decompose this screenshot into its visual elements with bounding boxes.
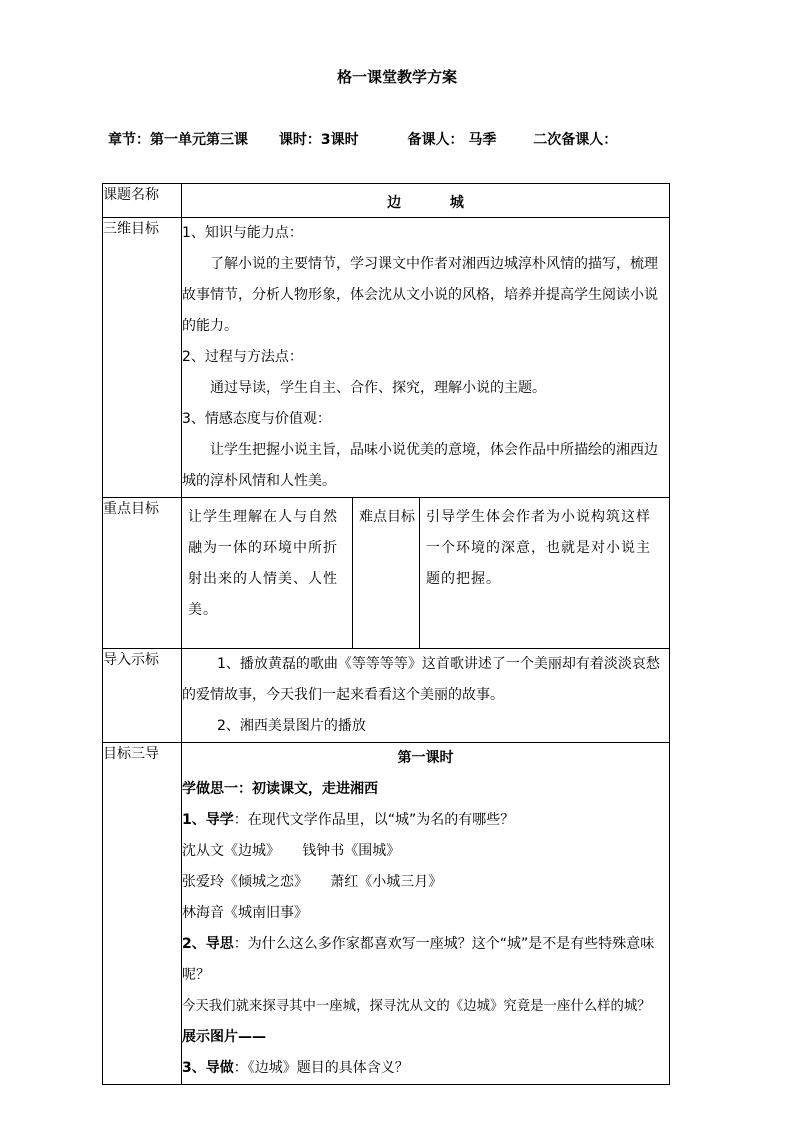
intro-label: 导入示标 <box>103 649 182 743</box>
intro-content <box>182 649 670 743</box>
question-3 <box>182 1053 669 1084</box>
key-inner-table <box>182 498 669 648</box>
topic-value: 边 城 <box>182 184 670 218</box>
question-3-label: 3、导做 <box>182 1060 234 1076</box>
today-line: 今天我们就来探寻其中一座城，探寻沈从文的《边城》究竟是一座什么样的城？ <box>182 999 651 1014</box>
key-row <box>103 498 670 649</box>
goal-line: 2、过程与方法点： <box>182 349 303 365</box>
question-1-label: 1、导学 <box>182 812 234 828</box>
intro-line: 2、湘西美景图片的播放 <box>217 718 366 734</box>
lesson-plan-table <box>102 183 670 1085</box>
second-preparer-info: 二次备课人： <box>533 132 618 148</box>
guide-content <box>182 743 670 1085</box>
topic-row <box>103 184 670 218</box>
question-1 <box>182 805 669 836</box>
question-2-label: 2、导思 <box>182 936 234 952</box>
difficult-label: 难点目标 <box>359 509 415 525</box>
goal-line: 通过导读，学生自主、合作、探究，理解小说的主题。 <box>210 380 546 396</box>
goal-line: 了解小说的主要情节，学习课文中作者对湘西边城淳朴风情的描写，梳理故事情节，分析人物形象，体会沈从文小说的风格，培养并提高学生阅读小说的能力。 <box>182 256 658 334</box>
key-content <box>182 498 670 649</box>
key-value: 让学生理解在人与自然融为一体的环境中所折射出来的人情美、人性美。 <box>188 509 338 618</box>
question-2 <box>182 929 669 991</box>
chapter-info: 章节：第一单元第三课 <box>108 132 248 148</box>
question-3-text: ：《边城》题目的具体含义？ <box>233 1060 409 1076</box>
difficult-value: 引导学生体会作者为小说构筑这样一个环境的深意，也就是对小说主题的把握。 <box>426 509 651 587</box>
intro-line: 1、播放黄磊的歌曲《等等等等》这首歌讲述了一个美丽却有着淡淡哀愁的爱情故事，今天我们一起来看看这个美丽的故事。 <box>182 656 660 703</box>
question-2-text: ：为什么这么多作家都喜欢写一座城？这个“城”是不是有些特殊意味呢？ <box>182 936 655 983</box>
goals-content <box>182 218 670 498</box>
difficult-value-cell <box>420 498 670 648</box>
step-heading: 学做思一：初读课文，走进湘西 <box>182 781 378 797</box>
session-title: 第一课时 <box>397 750 454 766</box>
show-images-line: 展示图片—— <box>182 1029 266 1045</box>
intro-row <box>103 649 670 743</box>
guide-label: 目标三导 <box>103 743 182 1085</box>
preparer-info: 备课人： 马季 <box>407 132 497 148</box>
hours-info: 课时：3课时 <box>278 132 359 148</box>
difficult-label-cell <box>353 498 420 648</box>
work-line: 沈从文《边城》 钱钟书《围城》 <box>182 843 401 859</box>
goals-label: 三维目标 <box>103 218 182 498</box>
work-line: 林海音《城南旧事》 <box>182 905 308 921</box>
topic-label: 课题名称 <box>103 184 182 218</box>
question-1-text: ：在现代文学作品里，以“城”为名的有哪些？ <box>233 812 515 828</box>
key-label: 重点目标 <box>103 498 182 649</box>
goal-line: 3、情感态度与价值观： <box>182 411 331 427</box>
document-title: 格一课堂教学方案 <box>336 68 457 86</box>
goal-line: 让学生把握小说主旨，品味小说优美的意境，体会作品中所描绘的湘西边城的淳朴风情和人性美。 <box>182 442 658 489</box>
goals-row <box>103 218 670 498</box>
lesson-meta <box>108 129 617 149</box>
work-line: 张爱玲《倾城之恋》 萧红《小城三月》 <box>182 874 443 890</box>
guide-row <box>103 743 670 1085</box>
goal-line: 1、知识与能力点： <box>182 225 303 241</box>
key-value-cell <box>182 498 353 648</box>
